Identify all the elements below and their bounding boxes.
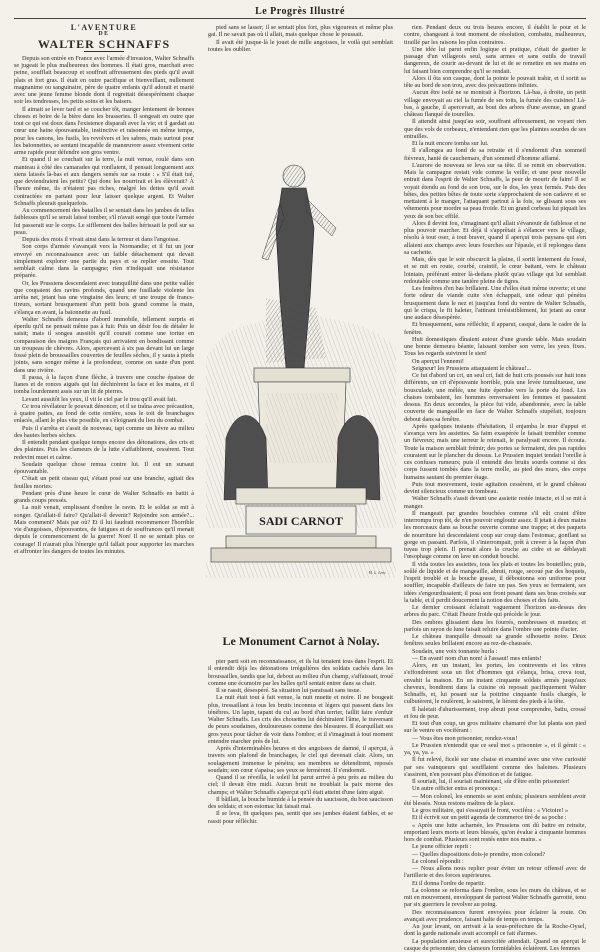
paragraph: Le château tranquille dressait sa grande silhouette noire. Deux fenêtres seules brillaient encore au rez-de-chaussée. xyxy=(404,633,586,648)
headline-kicker: L'AVENTURE xyxy=(14,24,194,31)
paragraph: Il haletait d'ahurissement, trop abruti pour comprendre, battu, crossé et fou de peur. xyxy=(404,706,586,721)
paragraph: Il passa, à la façon d'une flèche, à travers une couche épaisse de lianes et de ronces aiguës qui lui déchirèrent la face et les mains, et il tomba lourdement assis sur un lit de pierres. xyxy=(14,374,194,396)
paragraph: Et la nuit encore tomba sur lui. xyxy=(404,140,586,147)
paragraph: — Quelles dispositions dois-je prendre, mon colonel? xyxy=(404,851,586,858)
paragraph: Il s'allongea au fond de sa retraite et il s'endormit d'un sommeil fiévreux, hanté de cauchemars, d'un sommeil d'homme affamé. xyxy=(404,147,586,162)
paragraph: La nuit était tout à fait venue, la nuit muette et noire. Il ne bougeait plus, tressaillant à tous les bruits inconnus et légers qui passent dans les ténèbres. Un lapin, tapant du cul au bord d'un terrier, faillit faire s'enfuir Walter Schnaffs. Les cris des chouettes lui déchiraient l'âme, le traversant de peurs soudaines, douloureuses comme des blessures. Il écarquillait ses gros yeux pour tâcher de voir dans l'ombre; et il s'imaginait à tout moment entendre marcher près de lui. xyxy=(208,694,393,745)
paragraph: Et il écrivit sur un petit agenda de commerce tiré de sa poche : xyxy=(404,814,586,821)
paragraph: Alors il devint fou, s'imaginant qu'il allait s'évanouir de faiblesse et ne plus pouvoir marcher. Et déjà il s'apprêtait à s'élancer vers le village, résolu à tout oser, à tout braver, quand il aperçut trois paysans qui s'en allaient aux champs avec leurs fourches sur l'épaule, et il replongea dans sa cachette. xyxy=(404,220,586,256)
paragraph: Or, les Prussiens descendaient avec tranquillité dans une petite vallée que coupaient des ravins profonds, quand une fusillade violente les arrêta net, jetant bas une vingtaine des leurs; et une troupe de francs-tireurs, sortant brusquement d'un petit bois grand comme la main, s'élança en avant, la baïonnette au fusil. xyxy=(14,280,194,316)
paragraph: — En avant! nom d'un nom! à l'assaut! mes enfants! xyxy=(404,655,586,662)
paragraph: Le dernier croissant éclairait vaguement l'horizon au-dessus des arbres du parc. C'était l'heure froide qui précède le jour. xyxy=(404,604,586,619)
paragraph: Soudain, une voix tonnante hurla : xyxy=(404,648,586,655)
paragraph: Au jour levant, on arrivait à la sous-préfecture de la Roche-Oysel, dont la garde nationale avait accompli ce fait d'armes. xyxy=(404,923,586,938)
article-headline xyxy=(14,24,194,52)
paragraph: Les fenêtres d'en bas brillaient. Une d'elles était même ouverte; et une forte odeur de viande cuite s'en échappait, une odeur qui pénétra brusquement dans le nez et jusqu'au fond du ventre de Walter Schnaffs, qui le crispa, le fit haleter, l'attirant irrésistiblement, lui jetant au cœur une audace désespérée. xyxy=(404,285,586,321)
monument-engraving xyxy=(206,108,396,633)
paragraph: Alors il ôta son casque, dont la pointe le pouvait trahir, et il sortit sa tête au bord de son trou, avec des précautions infinies. xyxy=(404,75,586,90)
paragraph: Il attendit ainsi jusqu'au soir, souffrant affreusement, ne voyant rien que des vols de corbeaux, n'entendant rien que les plaintes sourdes de ses entrailles. xyxy=(404,118,586,140)
paragraph: Le jeune officier reprit : xyxy=(404,843,586,850)
paragraph: Walter Schnaffs demeura d'abord immobile, tellement surpris et éperdu qu'il ne pensait même pas à fuir. Puis un désir fou de détaler le saisit; mais il songea aussitôt qu'il courait comme une tortue en comparaison des maigres Français qui arrivaient en bondissant comme un troupeau de chèvres. Alors, apercevant à six pas devant lui un large fossé plein de broussailles couvertes de feuilles sèches, il y sauta à pieds joints, sans songer même à la profondeur, comme on saute d'un pont dans une rivière. xyxy=(14,316,194,374)
paragraph: — Nous allons nous replier pour éviter un retour offensif avec de l'artillerie et des forces supérieures. xyxy=(404,865,586,880)
paragraph: Puis tout mouvement, toute agitation cessèrent, et le grand château devint silencieux comme un tombeau. xyxy=(404,481,586,496)
paragraph: Il fut relevé, ficelé sur une chaise et examiné avec une vive curiosité par ses vainqueurs qui soufflaient comme des baleines. Plusieurs s'assirent, n'en pouvant plus d'émotion et de fatigue. xyxy=(404,756,586,778)
left-paragraphs xyxy=(14,55,194,555)
paragraph: Pendant près d'une heure le cœur de Walter Schnaffs en battit à grands coups pressés. xyxy=(14,490,194,505)
paragraph: Et brusquement, sans réfléchir, il apparut, casqué, dans le cadre de la fenêtre. xyxy=(404,321,586,336)
paragraph: On aperçut l'ennemi! xyxy=(404,358,586,365)
paragraph: Le colonel répondit : xyxy=(404,858,586,865)
article-column-mid-bottom xyxy=(208,658,393,858)
headline-rule xyxy=(84,51,124,52)
right-paragraphs xyxy=(404,24,586,952)
paragraph: Le gros militaire, qui s'essuyait le front, vociféra : « Victoire! » xyxy=(404,807,586,814)
paragraph: La nuit venait, emplissant d'ombre le ravin. Et le soldat se mit à songer. Qu'allait-il faire? Qu'allait-il devenir? Rejoindre son armée?... Mais comment? Mais par où? Et il lui faudrait recommencer l'horrible vie d'angoisses, d'épouvantes, de fatigues et de souffrances qu'il menait depuis le commencement de la guerre! Non! Il ne se sentait plus ce courage! Il n'aurait plus l'énergie qu'il fallait pour supporter les marches et affronter les dangers de toutes les minutes. xyxy=(14,504,194,555)
paragraph: Au commencement des batailles il se sentait dans les jambes de telles faiblesses qu'il se serait laissé tomber, s'il n'avait songé que toute l'armée lui passerait sur le corps. Le sifflement des balles hérissait le poil sur sa peau. xyxy=(14,207,194,236)
paragraph: Il mangeait par grandes bouchées comme s'il eût craint d'être interrompu trop tôt, de n'en pouvoir engloutir assez. Il jetait à deux mains les morceaux dans sa bouche ouverte comme une trappe; et des paquets de nourriture lui descendaient coup sur coup dans l'estomac, gonflant sa gorge en passant. Parfois, il s'interrompait, prêt à crever à la façon d'un tuyau trop plein. Il prenait alors la cruche au cidre et se déblayait l'œsophage comme on lave un conduit bouché. xyxy=(404,510,586,561)
paragraph: — Mon colonel, les ennemis se sont enfuis; plusieurs semblent avoir été blessés. Nous restons maîtres de la place. xyxy=(404,793,586,808)
monument-illustration xyxy=(206,108,396,633)
paragraph: Il aimait se lever tard et se coucher tôt, manger lentement de bonnes choses et boire de la bière dans les brasseries. Il songeait en outre que tout ce qui est doux dans l'existence disparaît avec la vie; et il gardait au cœur une haine épouvantable, instinctive et raisonnée en même temps, pour les canons, les fusils, les revolvers et les sabres, mais surtout pour les baïonnettes, se sentant incapable de manœuvrer assez vivement cette arme rapide pour défendre son gros ventre. xyxy=(14,106,194,157)
engraver-signature: M. L. Lenc xyxy=(368,570,387,575)
paragraph: Soudain quelque chose remua contre lui. Il eut un sursaut épouvantable. xyxy=(14,461,194,476)
article-column-mid-top xyxy=(208,24,393,104)
paragraph: Il avait été jusque-là le jouet de mille angoisses, le voilà qui semblait toutes les oublier. xyxy=(208,39,393,54)
paragraph: Puis il s'arrêta et s'assit de nouveau, tapi comme un lièvre au milieu des hautes herbes sèches. xyxy=(14,425,194,440)
paragraph: Il souriait, lui, il souriait maintenant, sûr d'être enfin prisonnier! xyxy=(404,778,586,785)
paragraph: Levant aussitôt les yeux, il vit le ciel par le trou qu'il avait fait. xyxy=(14,396,194,403)
paragraph: pier parti soit en reconnaissance, et ils lui tenaient tous dans l'esprit. Et il entendit déjà les détonations irrégulières des soldats cachés dans les broussailles, tandis que lui, debout au milieu d'un champ, s'affaissait, troué comme une écumoire par les balles qu'il sentait entrer dans sa chair. xyxy=(208,658,393,687)
paragraph: Depuis son entrée en France avec l'armée d'invasion, Walter Schnaffs se jugeait le plus malheureux des hommes. Il était gros, marchait avec peine, soufflait beaucoup et souffrait affreusement des pieds qu'il avait plats et fort gras. Il était en outre pacifique et bienveillant, nullement magnanime ou sanguinaire, père de quatre enfants qu'il adorait et marié avec une jeune femme blonde dont il regrettait désespérément chaque soir les tendresses, les petits soins et les baisers. xyxy=(14,55,194,106)
paragraph: Des reconnaissances furent envoyées pour éclairer la route. On avançait avec prudence, faisant halte de temps en temps. xyxy=(404,909,586,924)
paragraph: Le Prussien n'entendit que ce seul mot « prisonnier », et il gémit : « ya, ya, ya. » xyxy=(404,742,586,757)
paragraph: Des ombres glissaient dans les fourrés, nombreuses et muettes; et parfois un rayon de lune faisait reluire dans l'ombre une pointe d'acier. xyxy=(404,619,586,634)
paragraph: Et tout d'un coup, un gros militaire chamarré d'or lui planta son pied sur le ventre en vociférant : xyxy=(404,720,586,735)
paragraph: La colonne se reforma dans l'ombre, sous les murs du château, et se mit en mouvement, enveloppant de partout Walter Schnaffs garrotté, tenu par six guerriers le revolver au poing. xyxy=(404,887,586,909)
paragraph: Aucun être isolé ne se montrait à l'horizon. Là-bas, à droite, un petit village envoyait au ciel la fumée de ses toits, la fumée des cuisines! Là-bas, à gauche, il apercevait, au bout des arbres d'une avenue, un grand château flanqué de tourelles. xyxy=(404,89,586,118)
paragraph: « Après une lutte acharnée, les Prussiens ont dû battre en retraite, emportant leurs morts et leurs blessés, qu'on évalue à cinquante hommes hors de combat. Plusieurs sont restés entre nos mains. » xyxy=(404,822,586,844)
mid-paragraphs xyxy=(208,24,393,53)
paragraph: Après d'interminables heures et des angoisses de damné, il aperçut, à travers son plafond de branchages, le ciel qui devenait clair. Alors, un soulagement immense le pénétra; ses membres se détendirent, reposés soudain; son cœur s'apaisa; ses yeux se fermèrent. Il s'endormit. xyxy=(208,745,393,774)
paragraph: Et quand il se couchait sur la terre, la nuit venue, roulé dans son manteau à côté des camarades qui ronflaient, il pensait longuement aux siens laissés là-bas et aux dangers semés sur sa route : « S'il était tué, que deviendraient les petits? Qui donc les nourrirait et les élèverait? À l'heure même, ils n'étaient pas riches, malgré les dettes qu'il avait contractées en partant pour leur laisser quelque argent. Et Walter Schnaffs pleurait quelquefois. xyxy=(14,156,194,207)
paragraph: Depuis des mois il vivait ainsi dans la terreur et dans l'angoisse. xyxy=(14,236,194,243)
paragraph: Il bâillait, la bouche humide à la pensée du saucisson, du bon saucisson des soldats; et son estomac lui faisait mal. xyxy=(208,796,393,811)
paragraph: La population anxieuse et surexcitée attendait. Quand on aperçut le casque du prisonnier, des clameurs formidables éclatèrent. Les femmes xyxy=(404,938,586,952)
paragraph: Son corps d'armée s'avançait vers la Normandie; et il fut un jour envoyé en reconnaissance avec un faible détachement qui devait simplement explorer une partie du pays et se replier ensuite. Tout semblait calme dans la campagne; rien n'indiquait une résistance préparée. xyxy=(14,243,194,279)
paragraph: Walter Schnaffs s'assit devant une assiette restée intacte, et il se mit à manger. xyxy=(404,495,586,510)
paragraph: Il se leva, fit quelques pas, sentit que ses jambes étaient faibles, et se rassit pour réfléchir. xyxy=(208,810,393,825)
paragraph: Après quelques instants d'hésitation, il enjamba le mur d'appui et s'avança vers les assiettes. Sa faim exaspérée le faisait trembler comme un fiévreux; mais une terreur le retenait, le paralysait encore. Il écouta. Toute la maison semblait frémir; des portes se fermaient, des pas rapides couraient sur le plancher du dessus. Le Prussien inquiet tendait l'oreille à ces confuses rumeurs; puis il entendit des bruits sourds comme si des corps fussent tombés dans la terre molle, au pied des murs, des corps humains sautant du premier étage. xyxy=(404,423,586,481)
paragraph: Alors, en un instant, les portes, les contrevents et les vitres s'effondrèrent sous un flot d'hommes qui s'élança, brisa, creva tout, envahit la maison. En un instant cinquante soldats armés jusqu'aux cheveux, bondirent dans la cuisine où reposait pacifiquement Walter Schnaffs, et, lui posant sur la poitrine cinquante fusils chargés, le culbutèrent, le roulèrent, le saisirent, le lièrent des pieds à la tête. xyxy=(404,662,586,706)
paragraph: Huit domestiques dînaient autour d'une grande table. Mais soudain une bonne demeura béante, laissant tomber son verre, les yeux fixes. Tous les regards suivirent le sien! xyxy=(404,336,586,358)
paragraph: C'était un petit oiseau qui, s'étant posé sur une branche, agitait des feuilles mortes. xyxy=(14,475,194,490)
headline-kicker-2: DE xyxy=(14,31,194,38)
paragraph: Il se rassit, désespéré. Sa situation lui paraissait sans issue. xyxy=(208,687,393,694)
article-column-right xyxy=(404,24,586,856)
paragraph: Il vida toutes les assiettes, tous les plats et toutes les bouteilles; puis, soûlé de liquide et de mangeaille, abruti, rouge, secoué par des hoquets, l'esprit troublé et la bouche grasse, il déboutonna son uniforme pour souffler, incapable d'ailleurs de faire un pas. Ses yeux se fermaient, ses idées s'engourdissaient; il posa son front pesant dans ses bras croisés sur la table, et il perdit doucement la notion des choses et des faits. xyxy=(404,561,586,605)
plinth-inscription: SADI CARNOT xyxy=(259,514,343,528)
paragraph: Ce trou révélateur le pouvait dénoncer, et il se traîna avec précaution, à quatre pattes, au fond de cette ornière, sous le toit de branchages enlacés, allant le plus vite possible, en s'éloignant du lieu du combat. xyxy=(14,403,194,425)
paragraph: Quand il se réveilla, le soleil lui parut arrivé à peu près au milieu du ciel; il devait être midi. Aucun bruit ne troublait la paix morne des champs; et Walter Schnaffs s'aperçut qu'il était atteint d'une faim aiguë. xyxy=(208,774,393,796)
paragraph: L'aurore de nouveau se leva sur sa tête. Il se remit en observation. Mais la campagne restait vide comme la veille; et une peur nouvelle entrait dans l'esprit de Walter Schnaffs, la peur de mourir de faim! Il se voyait étendu au fond de son trou, sur le dos, les yeux fermés. Puis des bêtes, des petites bêtes de toute sorte s'approchaient de son cadavre et se mettaient à le manger, l'attaquant partout à la fois, se glissant sous ses vêtements pour mordre sa peau froide. Et un grand corbeau lui piquait les yeux de son bec effilé. xyxy=(404,162,586,220)
paragraph: pied sans se lasser; il se sentait plus fort, plus vigoureux et même plus gai. Il ne savait pas où il allait, mais quelque chose le poussait. xyxy=(208,24,393,39)
paragraph: rien. Pendant deux ou trois heures encore, il établit le pour et le contre, changeant à tout moment de résolution, combattu, malheureux, tiraillé par les raisons les plus contraires. xyxy=(404,24,586,46)
paragraph: Ce fut d'abord un cri, un seul cri, fait de huit cris poussés sur huit tons différents, un cri d'épouvante horrible, puis une levée tumultueuse, une bousculade, une mêlée, une fuite éperdue vers la porte du fond. Les chaises tombaient, les hommes renversaient les femmes et passaient dessus. En deux secondes, la pièce fut vide, abandonnée, avec la table couverte de mangeaille en face de Walter Schnaffs stupéfait, toujours debout dans sa fenêtre. xyxy=(404,372,586,423)
midlow-paragraphs xyxy=(208,658,393,825)
page-header xyxy=(14,4,586,19)
article-column-left xyxy=(14,24,194,856)
paragraph: Seigneur! les Prussiens attaquaient le château!... xyxy=(404,365,586,372)
paragraph: Et il donna l'ordre de repartir. xyxy=(404,880,586,887)
paragraph: Une idée lui parut enfin logique et pratique, c'était de guetter le passage d'un villageois seul, sans armes et sans outils de travail dangereux, de courir au-devant de lui et de se remettre en ses mains en lui faisant bien comprendre qu'il se rendait. xyxy=(404,46,586,75)
paragraph: Un autre officier entra et prononça : xyxy=(404,785,586,792)
paragraph: Il entendit pendant quelque temps encore des détonations, des cris et des plaintes. Puis les clameurs de la lutte s'affaiblirent, cessèrent. Tout redevint muet et calme. xyxy=(14,439,194,461)
paragraph: — Vous êtes mon prisonnier, rendez-vous! xyxy=(404,735,586,742)
paragraph: Mais, dès que le soir obscurcit la plaine, il sortit lentement du fossé, et se mit en route, courbé, craintif, le cœur battant, vers le château lointain, préférant entrer là-dedans plutôt qu'au village qui lui semblait redoutable comme une tanière pleine de tigres. xyxy=(404,256,586,285)
figure-caption: Le Monument Carnot à Nolay. xyxy=(206,634,396,649)
newspaper-title: Le Progrès Illustré xyxy=(255,6,345,17)
headline-name: WALTER SCHNAFFS xyxy=(14,41,194,48)
